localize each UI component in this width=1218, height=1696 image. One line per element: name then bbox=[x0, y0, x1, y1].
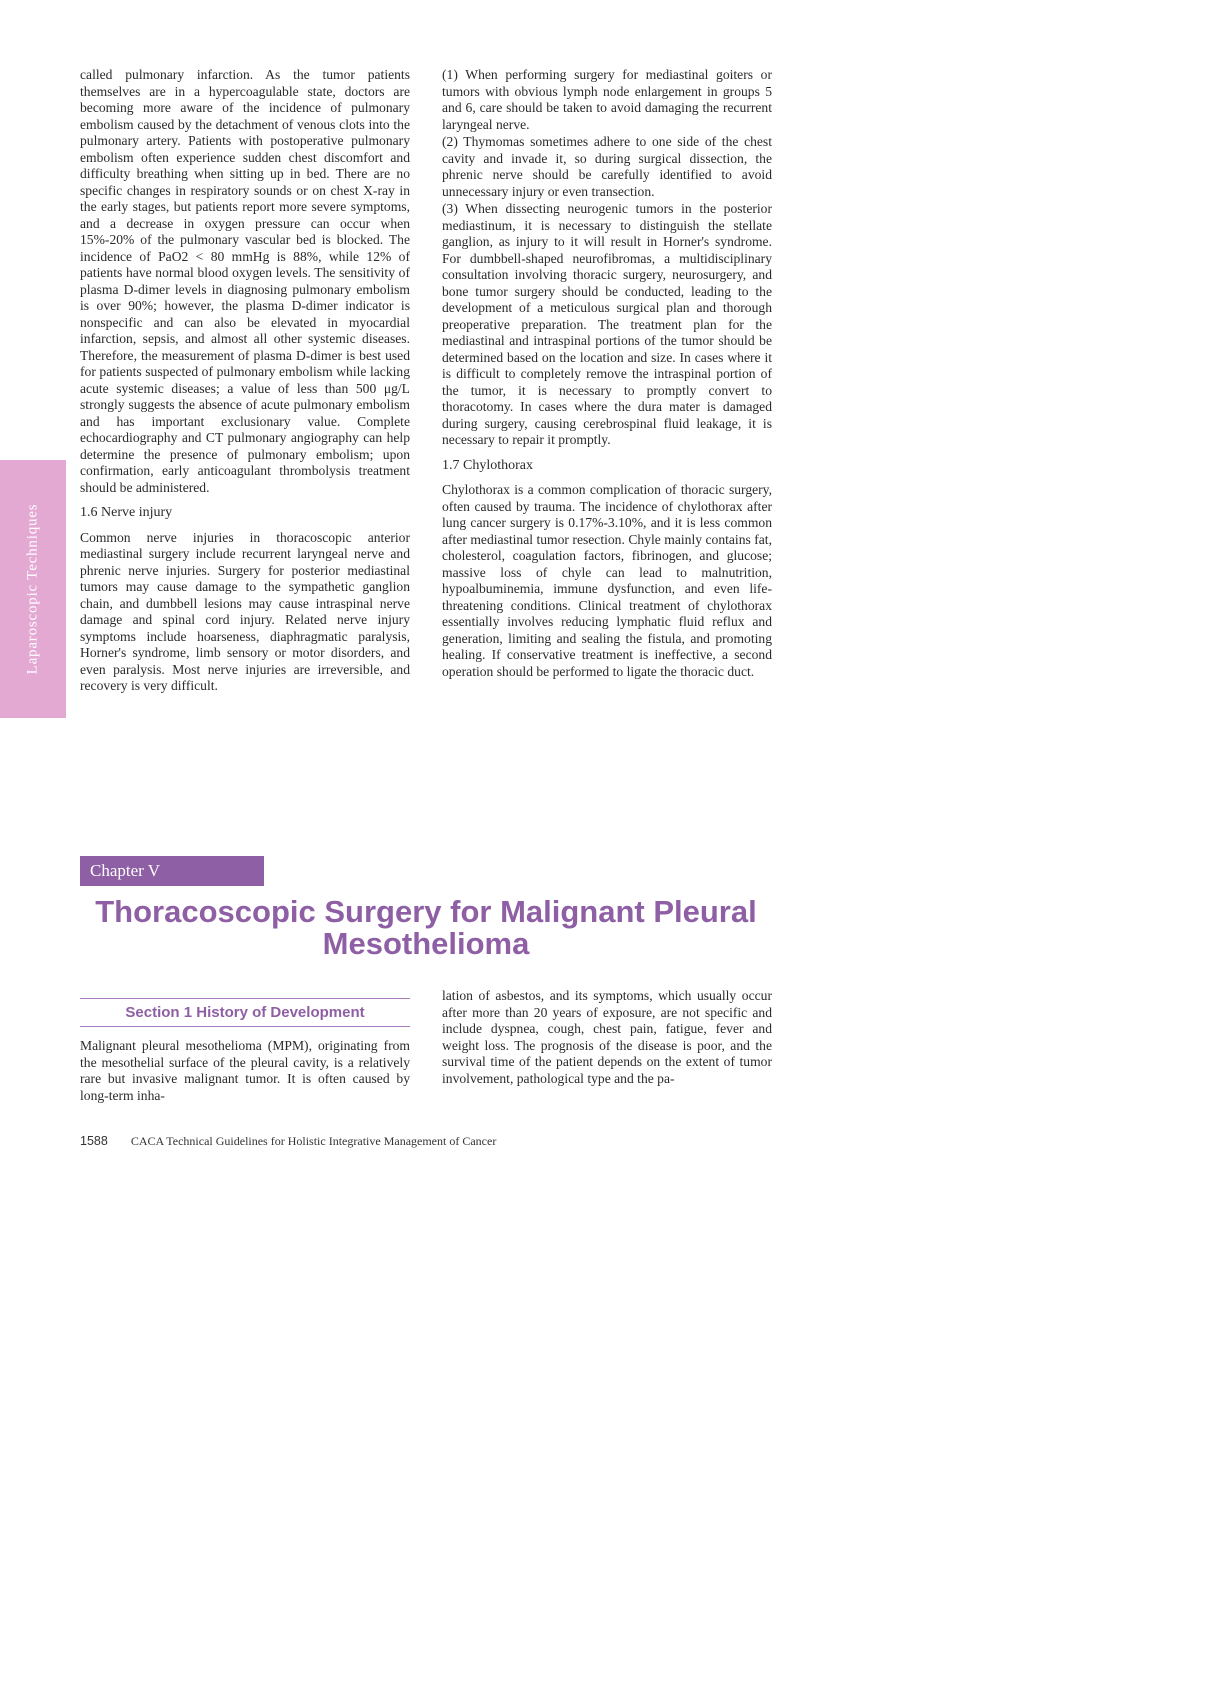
side-tab-label: Laparoscopic Techniques bbox=[24, 503, 41, 675]
page-footer bbox=[80, 1134, 496, 1149]
section-heading: Section 1 History of Development bbox=[80, 998, 410, 1027]
paragraph-nerve-injury: Common nerve injuries in thoracoscopic anterior mediastinal surgery include recurrent laryngeal nerve and phrenic nerve injuries. Surgery for posterior mediastinal tumors may cause damage to the sympathetic ganglion chain, and dumbbell lesions may cause intraspinal nerve damage and spinal cord injury. Related nerve injury symptoms include hoarseness, diaphragmatic paralysis, Horner's syndrome, limb sensory or motor disorders, and even paralysis. Most nerve injuries are irreversible, and recovery is very difficult. bbox=[80, 529, 410, 693]
list-item-1: (1) When performing surgery for mediastinal goiters or tumors with obvious lymph node enlargement in groups 5 and 6, care should be taken to avoid damaging the recurrent laryngeal nerve. bbox=[442, 67, 772, 132]
paragraph-pulmonary-embolism: called pulmonary infarction. As the tumor patients themselves are in a hypercoagulable state, doctors are becoming more aware of the incidence of pulmonary embolism caused by the detachment of venous clots into the pulmonary artery. Patients with postoperative pulmonary embolism often experience sudden chest discomfort and difficulty breathing when sitting up in bed. There are no specific changes in respiratory sounds or on chest X-ray in the early stages, but patients report more severe symptoms, and a decrease in oxygen pressure can occur when 15%-20% of the pulmonary vascular bed is blocked. The incidence of PaO2 < 80 mmHg is 88%, while 12% of patients have normal blood oxygen levels. The sensitivity of plasma D-dimer levels in diagnosing pulmonary embolism is over 90%; however, the plasma D-dimer indicator is nonspecific and can also be elevated in myocardial infarction, sepsis, and almost all other systemic diseases. Therefore, the measurement of plasma D-dimer is best used for patients suspected of pulmonary embolism while lacking acute systemic diseases; a value of less than 500 μg/L strongly suggests the absence of acute pulmonary embolism and has important exclusionary value. Complete echocardiography and CT pulmonary angiography can help determine the presence of pulmonary embolism; upon confirmation, early anticoagulant thrombolysis treatment should be administered. bbox=[80, 67, 410, 495]
list-item-3: (3) When dissecting neurogenic tumors in the posterior mediastinum, it is necessary to distinguish the stellate ganglion, as injury to it will result in Horner's syndrome. For dumbbell-shaped neurofibromas, a multidisciplinary consultation involving thoracic surgery, neurosurgery, and bone tumor surgery should be conducted, leading to the development of a meticulous surgical plan and thorough preoperative preparation. The treatment plan for the mediastinal and intraspinal portions of the tumor should be determined based on the location and size. In cases where it is difficult to completely remove the intraspinal portion of the tumor, it is necessary to promptly convert to thoracotomy. In cases where the dura mater is damaged during surgery, causing cerebrospinal fluid leakage, it is necessary to repair it promptly. bbox=[442, 201, 772, 447]
paragraph-mpm-continued: lation of asbestos, and its symptoms, which usually occur after more than 20 years of exposure, are not specific and include dyspnea, cough, chest pain, fatigue, fever and weight loss. The prognosis of the disease is poor, and the survival time of the patient depends on the extent of tumor involvement, pathological type and the pa- bbox=[442, 988, 772, 1086]
side-tab bbox=[0, 460, 66, 718]
running-title: CACA Technical Guidelines for Holistic Integrative Management of Cancer bbox=[130, 1134, 497, 1148]
section-left-column bbox=[80, 1038, 410, 1105]
chapter-title: Thoracoscopic Surgery for Malignant Pleural Mesothelioma bbox=[95, 894, 757, 961]
left-column bbox=[80, 67, 410, 696]
heading-chylothorax: 1.7 Chylothorax bbox=[442, 457, 533, 473]
paragraph-chylothorax: Chylothorax is a common complication of thoracic surgery, often caused by trauma. The incidence of chylothorax after lung cancer surgery is 0.17%-3.10%, and it is less common after mediastinal tumor resection. Chyle mainly contains fat, cholesterol, coagulation factors, fibrinogen, and glucose; massive loss of chyle can lead to malnutrition, hypoalbuminemia, immune dysfunction, and even life-threatening conditions. Clinical treatment of chylothorax essentially involves reducing lymphatic fluid reflux and generation, limiting and sealing the fistula, and promoting healing. If conservative treatment is ineffective, a second operation should be performed to ligate the thoracic duct. bbox=[442, 482, 772, 679]
chapter-label: Chapter V bbox=[80, 856, 264, 886]
list-item-2: (2) Thymomas sometimes adhere to one side of the chest cavity and invade it, so during surgical dissection, the phrenic nerve should be carefully identified to avoid unnecessary injury or even transection. bbox=[442, 134, 772, 199]
right-column bbox=[442, 67, 772, 681]
heading-nerve-injury: 1.6 Nerve injury bbox=[80, 505, 173, 520]
page-number: 1588 bbox=[80, 1134, 108, 1148]
paragraph-mpm-intro: Malignant pleural mesothelioma (MPM), originating from the mesothelial surface of the pleural cavity, is a relatively rare but invasive malignant tumor. It is often caused by long-term inha- bbox=[80, 1038, 410, 1103]
section-right-column bbox=[442, 988, 772, 1088]
